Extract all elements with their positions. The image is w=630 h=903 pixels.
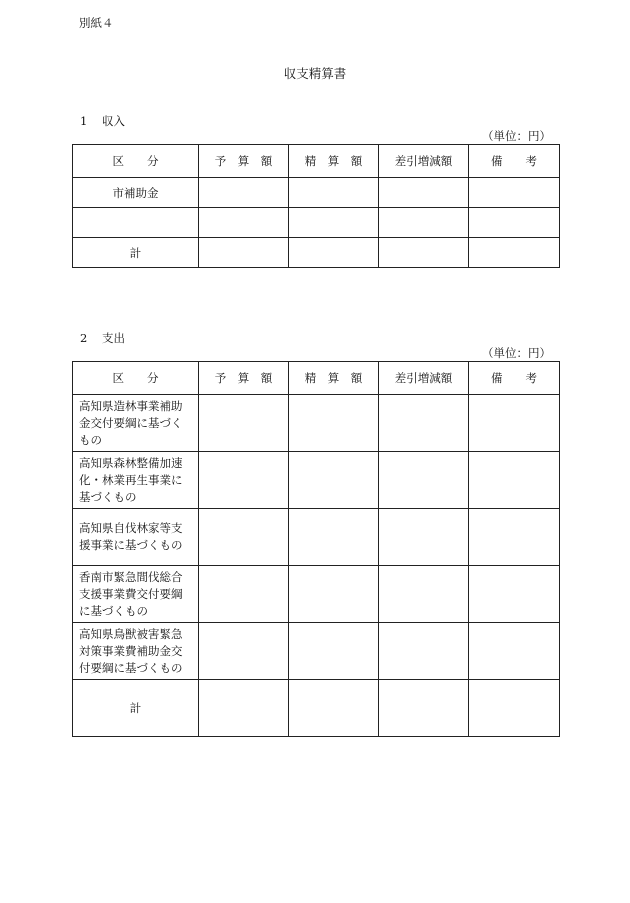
expense-table [72, 361, 560, 737]
remarks-cell[interactable] [469, 238, 560, 268]
remarks-cell[interactable] [469, 680, 560, 737]
budget-cell[interactable] [199, 238, 289, 268]
remarks-cell[interactable] [469, 208, 560, 238]
header-budget-amount: 予 算 額 [199, 145, 289, 178]
header-category: 区 分 [73, 145, 199, 178]
settled-cell[interactable] [289, 395, 379, 452]
header-category: 区 分 [73, 362, 199, 395]
table-row [73, 395, 560, 452]
table-row [73, 452, 560, 509]
table-row [73, 208, 560, 238]
difference-cell[interactable] [379, 566, 469, 623]
difference-cell[interactable] [379, 452, 469, 509]
header-settled-amount: 精 算 額 [289, 145, 379, 178]
difference-cell[interactable] [379, 623, 469, 680]
row-label: 高知県自伐林家等支援事業に基づくもの [73, 509, 199, 566]
settled-cell[interactable] [289, 238, 379, 268]
attachment-label: 別紙４ [79, 16, 114, 30]
row-label: 高知県森林整備加速化・林業再生事業に基づくもの [73, 452, 199, 509]
budget-cell[interactable] [199, 509, 289, 566]
remarks-cell[interactable] [469, 178, 560, 208]
settled-cell[interactable] [289, 208, 379, 238]
settled-cell[interactable] [289, 178, 379, 208]
difference-cell[interactable] [379, 395, 469, 452]
row-label: 香南市緊急間伐総合支援事業費交付要綱に基づくもの [73, 566, 199, 623]
row-label [73, 208, 199, 238]
row-label: 高知県鳥獣被害緊急対策事業費補助金交付要綱に基づくもの [73, 623, 199, 680]
income-section-heading [80, 113, 125, 129]
remarks-cell[interactable] [469, 566, 560, 623]
budget-cell[interactable] [199, 452, 289, 509]
income-section-number: 1 [80, 114, 88, 128]
remarks-cell[interactable] [469, 395, 560, 452]
difference-cell[interactable] [379, 680, 469, 737]
budget-cell[interactable] [199, 208, 289, 238]
difference-cell[interactable] [379, 238, 469, 268]
settled-cell[interactable] [289, 623, 379, 680]
settled-cell[interactable] [289, 509, 379, 566]
budget-cell[interactable] [199, 178, 289, 208]
table-row [73, 566, 560, 623]
settled-cell[interactable] [289, 452, 379, 509]
header-settled-amount: 精 算 額 [289, 362, 379, 395]
table-total-row [73, 680, 560, 737]
table-total-row [73, 238, 560, 268]
table-row [73, 509, 560, 566]
header-remarks: 備 考 [469, 362, 560, 395]
row-label: 市補助金 [73, 178, 199, 208]
expense-section-heading [80, 330, 125, 346]
table-header-row [73, 145, 560, 178]
expense-unit-label: （単位：円） [482, 346, 551, 360]
budget-cell[interactable] [199, 395, 289, 452]
header-difference: 差引増減額 [379, 362, 469, 395]
remarks-cell[interactable] [469, 452, 560, 509]
settled-cell[interactable] [289, 566, 379, 623]
table-row [73, 178, 560, 208]
header-remarks: 備 考 [469, 145, 560, 178]
budget-cell[interactable] [199, 680, 289, 737]
row-label: 高知県造林事業補助金交付要綱に基づくもの [73, 395, 199, 452]
total-label: 計 [73, 680, 199, 737]
table-row [73, 623, 560, 680]
remarks-cell[interactable] [469, 623, 560, 680]
expense-section-number: 2 [80, 331, 88, 345]
budget-cell[interactable] [199, 566, 289, 623]
income-table [72, 144, 560, 268]
budget-cell[interactable] [199, 623, 289, 680]
expense-section-label: 支出 [102, 331, 125, 345]
total-label: 計 [73, 238, 199, 268]
income-section-label: 収入 [102, 114, 125, 128]
difference-cell[interactable] [379, 208, 469, 238]
income-unit-label: （単位：円） [482, 129, 551, 143]
remarks-cell[interactable] [469, 509, 560, 566]
header-budget-amount: 予 算 額 [199, 362, 289, 395]
document-title: 収支精算書 [283, 66, 347, 81]
settled-cell[interactable] [289, 680, 379, 737]
header-difference: 差引増減額 [379, 145, 469, 178]
difference-cell[interactable] [379, 509, 469, 566]
table-header-row [73, 362, 560, 395]
difference-cell[interactable] [379, 178, 469, 208]
